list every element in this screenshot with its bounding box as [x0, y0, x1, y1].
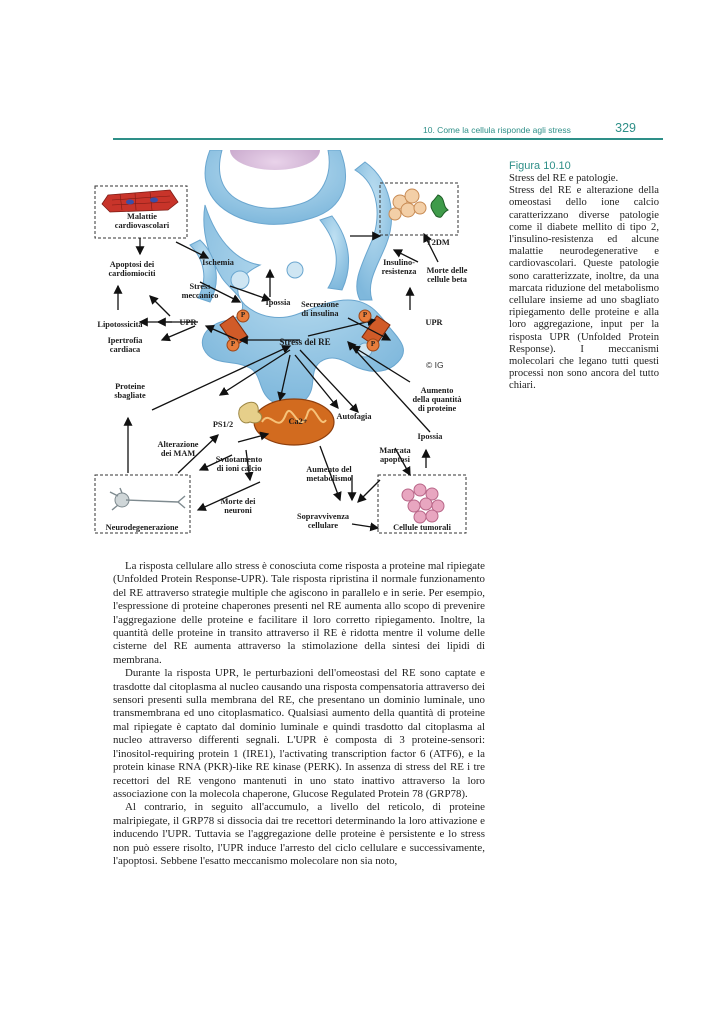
label-cellule-tumorali: Cellule tumorali — [393, 523, 451, 532]
label-malattie-cardiovascolari: Malattie cardiovascolari — [114, 212, 170, 231]
label-ca: Ca2+ — [288, 417, 308, 426]
label-morte-cellule-beta: Morte delle cellule beta — [426, 266, 468, 285]
label-secrezione-insulina: Secrezione di insulina — [301, 300, 339, 319]
label-phospho-3: P — [362, 311, 368, 319]
caption-body: Stress del RE e alterazione della omeostasi dello ione calcio caratterizzano diverse patologie come il diabete mellito di tipo 2, l'insulino-resistenza ed alcune malattie neurodegenerative e cardiovascolari. Queste patologie sono caratterizzate, inoltre, da una marcata riduzione del metabolismo cellulare insieme ad uno sbagliato ripiegamento delle proteine e alla loro aggregazione, input per la risposta UPR (Unfolded Protein Response). I meccanismi molecolari che legano tutti questi processi non sono ancora del tutto chiari. — [509, 185, 659, 392]
label-svuotamento-ioni-calcio: Svuotamento di ioni calcio — [215, 455, 263, 474]
label-ipossia-right: Ipossia — [417, 432, 443, 441]
cardiac-fiber-image — [102, 190, 178, 212]
label-ipossia-top: Ipossia — [265, 298, 291, 307]
label-alterazione-mam: Alterazione dei MAM — [157, 440, 199, 459]
label-ipertrofia-cardiaca: Ipertrofia cardiaca — [107, 336, 143, 355]
label-proteine-sbagliate: Proteine sbagliate — [114, 382, 146, 401]
label-aumento-metabolismo: Aumento del metabolismo — [306, 465, 352, 484]
label-aumento-quantita-proteine: Aumento della quantità di proteine — [412, 386, 462, 414]
label-upr-right: UPR — [425, 318, 443, 327]
nucleus-shape — [230, 150, 320, 170]
label-neurodegenerazione: Neurodegenerazione — [105, 523, 179, 532]
label-apoptosi-cardiomiociti: Apoptosi dei cardiomiociti — [108, 260, 156, 279]
label-stress-meccanico: Stress meccanico — [181, 282, 219, 301]
body-text — [113, 560, 485, 868]
label-sopravvivenza-cellulare: Sopravvivenza cellulare — [296, 512, 350, 531]
label-ps12: PS1/2 — [212, 420, 234, 429]
image-credit: © IG — [426, 360, 444, 370]
caption-subtitle: Stress del RE e patologie. — [509, 173, 619, 184]
label-autofagia: Autofagia — [336, 412, 372, 421]
label-phospho-1: P — [240, 311, 246, 319]
beta-cells-image — [389, 189, 448, 220]
chapter-title: 10. Come la cellula risponde agli stress — [423, 125, 571, 135]
label-stress-del-re: Stress del RE — [279, 337, 331, 347]
label-phospho-2: P — [230, 340, 236, 348]
label-morte-neuroni: Morte dei neuroni — [220, 497, 256, 516]
neuron-image — [110, 488, 185, 510]
label-mancata-apoptosi: Mancata apoptosi — [379, 446, 411, 465]
label-insulino-resistenza: Insulino- resistenza — [381, 258, 417, 277]
figure-er-stress — [90, 150, 490, 545]
label-phospho-4: P — [370, 340, 376, 348]
label-ischemia: Ischemia — [202, 258, 234, 267]
ps12-protein — [239, 402, 262, 423]
paragraph-2: Durante la risposta UPR, le perturbazioni dell'omeostasi del RE sono captate e trasdotte dal citoplasma al nucleo causando una risposta compensatoria attraverso dei sensori presenti sulla membrana del RE, che presentano un dominio luminale, uno transmembrana ed uno citoplasmatico. Qualsiasi aumento della quantità di proteine mal ripiegate è captato dal dominio luminale e quindi trasdotto dal citoplasma al nucleo attraverso differenti segnali. L'UPR è composta di 3 proteine-sensori: l'inositol-requiring protein 1 (IRE1), l'activating transcription factor 6 (ATF6), e la protein kinase RNA (PKR)-like RE kinase (PERK). In assenza di stress del RE i tre recettori del RE vengono mantenuti in uno stato inattivo attraverso la loro associazione con la molecola chaperone, Glucose Regulated Protein 78 (GRP78). — [113, 667, 485, 800]
running-header — [113, 120, 663, 138]
paragraph-1: La risposta cellulare allo stress è conosciuta come risposta a proteine mal ripiegate (Unfolded Protein Response-UPR). Tale risposta ripristina il normale funzionamento del RE attraverso strategie multiple che agiscono in parallelo e in serie. Per esempio, l'espressione di proteine chaperones presenti nel RE aumenta allo scopo di prevenire l'aggregazione delle proteine e facilitare il loro corretto ripiegamento. Inoltre, la quantità delle proteine in transito attraverso il RE è ridotta mentre il volume delle cisterne del RE aumenta attraverso la stimolazione della sintesi dei lipidi di membrana. — [113, 560, 485, 666]
label-upr-left: UPR — [179, 318, 197, 327]
paragraph-3: Al contrario, in seguito all'accumulo, a livello del reticolo, di proteine malripiegate, il GRP78 si dissocia dai tre recettori determinando la loro attivazione e inducendo l'UPR. Tuttavia se l'aggregazione delle proteine è persistente e lo stress non può essere risolto, l'UPR induce l'arresto del ciclo cellulare e successivamente, l'apoptosi. Sebbene l'esatto meccanismo molecolare non sia noto, — [113, 801, 485, 867]
tumor-cells-image — [402, 484, 444, 523]
page-number: 329 — [615, 121, 636, 135]
caption-title: Figura 10.10 — [509, 160, 571, 172]
header-rule — [113, 138, 663, 140]
figure-caption — [509, 160, 659, 393]
label-t2dm: T2DM — [426, 238, 450, 247]
label-lipotossicita: Lipotossicità — [97, 320, 143, 329]
